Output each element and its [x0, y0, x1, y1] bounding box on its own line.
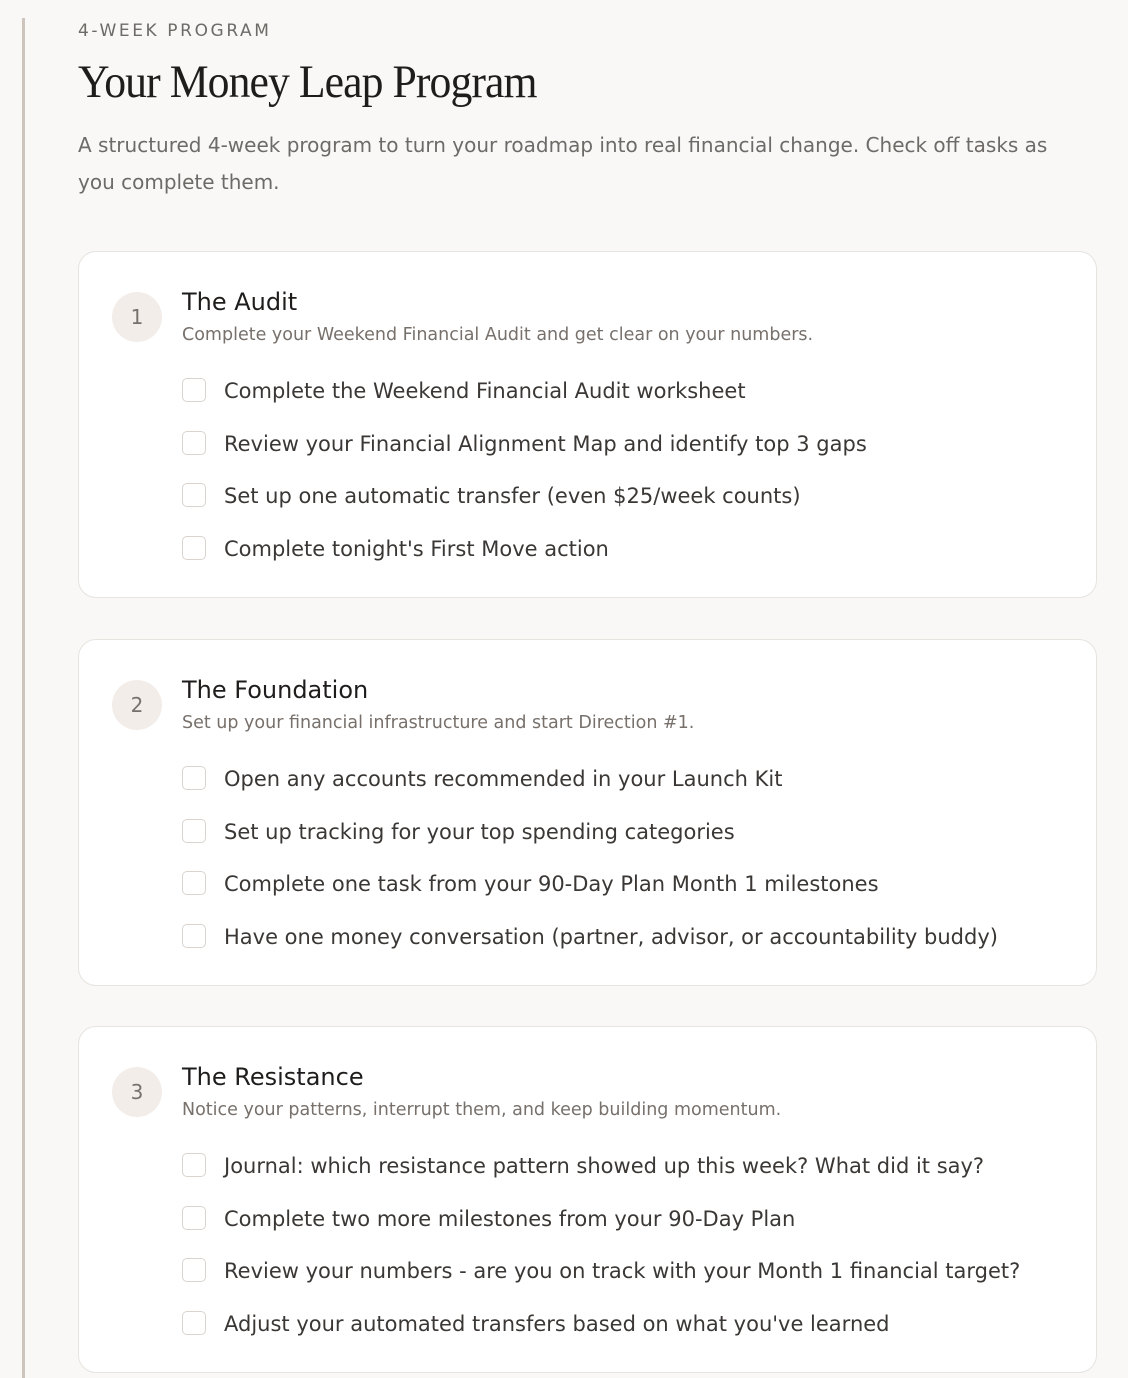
week-title: The Resistance — [182, 1063, 364, 1091]
task-item[interactable] — [182, 377, 867, 430]
task-checkbox[interactable] — [182, 483, 206, 507]
task-item[interactable] — [182, 818, 998, 871]
left-accent-rule — [22, 18, 25, 1378]
week-card-1 — [78, 251, 1097, 598]
task-item[interactable] — [182, 430, 867, 483]
task-checkbox[interactable] — [182, 871, 206, 895]
task-label[interactable]: Review your Financial Alignment Map and identify top 3 gaps — [224, 431, 867, 456]
task-item[interactable] — [182, 535, 867, 588]
task-label[interactable]: Complete one task from your 90-Day Plan Month 1 milestones — [224, 872, 879, 896]
task-label[interactable]: Have one money conversation (partner, advisor, or accountability buddy) — [224, 924, 998, 949]
task-checkbox[interactable] — [182, 766, 206, 790]
task-label[interactable]: Complete the Weekend Financial Audit worksheet — [224, 379, 746, 403]
task-label[interactable]: Review your numbers - are you on track with your Month 1 financial target? — [224, 1259, 1021, 1283]
task-checkbox[interactable] — [182, 1311, 206, 1335]
task-checkbox[interactable] — [182, 819, 206, 843]
intro-text: A structured 4-week program to turn your roadmap into real financial change. Check off tasks as you complete them. — [78, 133, 1048, 194]
week-number-badge: 2 — [112, 680, 162, 730]
week-title: The Audit — [182, 288, 298, 316]
task-list — [182, 1152, 1020, 1362]
task-label[interactable]: Adjust your automated transfers based on what you've learned — [224, 1311, 890, 1336]
week-subtitle: Complete your Weekend Financial Audit and get clear on your numbers. — [182, 325, 814, 345]
week-card-3 — [78, 1026, 1097, 1373]
task-label[interactable]: Journal: which resistance pattern showed up this week? What did it say? — [224, 1154, 985, 1178]
task-label[interactable]: Complete tonight's First Move action — [224, 536, 609, 561]
task-item[interactable] — [182, 1152, 1020, 1205]
week-subtitle: Notice your patterns, interrupt them, and keep building momentum. — [182, 1100, 782, 1120]
task-list — [182, 377, 867, 587]
week-number-badge: 1 — [112, 292, 162, 342]
task-item[interactable] — [182, 482, 867, 535]
task-label[interactable]: Set up tracking for your top spending categories — [224, 819, 735, 844]
week-number-badge: 3 — [112, 1067, 162, 1117]
task-checkbox[interactable] — [182, 1258, 206, 1282]
task-checkbox[interactable] — [182, 431, 206, 455]
task-item[interactable] — [182, 1310, 1020, 1363]
week-card-2 — [78, 639, 1097, 986]
page-title: Your Money Leap Program — [78, 56, 537, 108]
week-title: The Foundation — [182, 676, 369, 704]
task-checkbox[interactable] — [182, 536, 206, 560]
task-item[interactable] — [182, 923, 998, 976]
task-item[interactable] — [182, 1205, 1020, 1258]
task-label[interactable]: Open any accounts recommended in your Launch Kit — [224, 767, 783, 791]
task-item[interactable] — [182, 765, 998, 818]
week-subtitle: Set up your financial infrastructure and start Direction #1. — [182, 713, 695, 733]
task-list — [182, 765, 998, 975]
task-checkbox[interactable] — [182, 1153, 206, 1177]
task-checkbox[interactable] — [182, 1206, 206, 1230]
task-label[interactable]: Complete two more milestones from your 90-Day Plan — [224, 1206, 796, 1231]
task-label[interactable]: Set up one automatic transfer (even $25/week counts) — [224, 484, 801, 508]
task-checkbox[interactable] — [182, 378, 206, 402]
task-item[interactable] — [182, 1257, 1020, 1310]
task-item[interactable] — [182, 870, 998, 923]
task-checkbox[interactable] — [182, 924, 206, 948]
eyebrow-label: 4-WEEK PROGRAM — [78, 21, 272, 41]
